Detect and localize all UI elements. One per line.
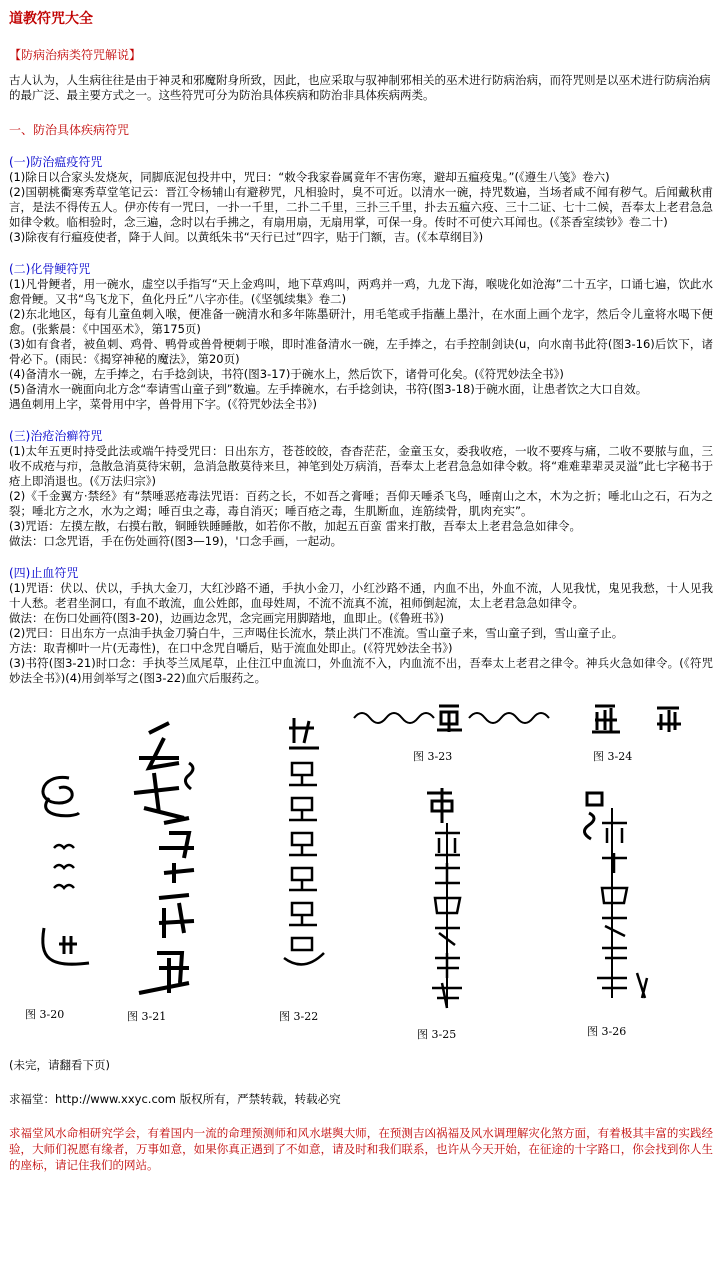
category-heading: 【防病治病类符咒解说】: [9, 48, 142, 62]
intro-paragraph: 古人认为，人生病往往是由于神灵和邪魔附身所致，因此，也应采取与驭神制邪相关的巫术进行防病治病，而符咒则是以巫术进行防病治病的最广泛、最主要方式之一。这些符咒可分为防治具体疾病和防治非具体疾病两类。: [9, 73, 711, 102]
talisman-figure-3-22: [274, 713, 334, 983]
subsection-bone: [9, 261, 713, 412]
talisman-figure-3-23: [349, 698, 559, 738]
talisman-figure-3-21: [119, 713, 219, 1003]
paragraph: 做法：口念咒语，手在伤处画符(图3—19)，'口念手画，一起动。: [9, 534, 343, 548]
figure-label: 图 3-26: [587, 1025, 627, 1038]
subsection-heading: (四)止血符咒: [9, 566, 79, 580]
paragraph: (1)除日以合家头发烧灰，同脚底泥包投井中，咒曰：“敕令我家眷属竟年不害伤寒，避却五瘟疫鬼。”(《遵生八笺》卷六): [9, 170, 610, 184]
paragraph: (3)书符(图3-21)时口念：手执苓兰凤尾草，止住江中血流口，外血流不入，内血流不出，吾奉太上老君之律令。神兵火急如律令。(《符咒妙法全书》)(4)用剑举写之(图3-22)血穴后服药之。: [9, 656, 713, 685]
figure-label: 图 3-23: [413, 750, 453, 763]
paragraph: (2)东北地区，每有儿童鱼刺入喉，便准备一碗清水和多年陈墨研汁，用毛笔或手指蘸上墨汁，在水面上画个龙字，然后令儿童将水喝下便愈。(张紫晨：《中国巫术》，第175页): [9, 307, 713, 336]
site-prefix: 求福堂：: [9, 1092, 55, 1106]
figure-label: 图 3-25: [417, 1028, 457, 1041]
site-url-link[interactable]: http://www.xxyc.com: [55, 1092, 177, 1106]
section-heading: 一、防治具体疾病符咒: [9, 123, 130, 137]
paragraph: 做法：在伤口处画符(图3-20)，边画边念咒，念完画完用脚踏地，血即止。(《鲁班书》): [9, 611, 445, 625]
paragraph: 方法：取青柳叶一片(无毒性)，在口中念咒自嚼后，贴于流血处即止。(《符咒妙法全书》): [9, 641, 453, 655]
site-footer: [9, 1091, 713, 1107]
talisman-figure-3-20: [29, 758, 99, 988]
subsection-sores: [9, 428, 713, 549]
paragraph: (2)咒曰：日出东方一点油手执金刀骑白牛，三声喝住长流水，禁止洪门不准流。雪山童子来，雪山童子到，雪山童子止。: [9, 626, 624, 640]
talisman-figure-3-25: [417, 783, 477, 1018]
paragraph: (3)咒语：左摸左散，右摸右散，铜睡铁睡睡散，如若你不散，加起五百蛮 雷来打散，吾奉太上老君急急如律令。: [9, 519, 581, 533]
figure-label: 图 3-22: [279, 1010, 319, 1023]
talisman-figures: [9, 698, 713, 1053]
copyright-notice: 版权所有，严禁转载，转载必究: [176, 1092, 341, 1106]
paragraph: 遇鱼刺用上字，菜骨用中字，兽骨用下字。(《符咒妙法全书》): [9, 397, 317, 411]
paragraph: (3)除夜有行瘟疫使者，降于人间。以黄纸朱书“天行已过”四字，贴于门额，吉。(《本草纲目》): [9, 230, 484, 244]
subsection-plague: [9, 154, 713, 245]
paragraph: (2)《千金翼方·禁经》有“禁唾恶疮毒法咒语：百药之长，不如吾之膏唾；吾仰天唾杀飞鸟，唾南山之木，木为之折；唾北山之石，石为之裂；唾北方之水，水为之竭；唾百虫之毒，毒自消灭；唾百疮之毒，生肌断血，连筋续骨，肌肉充实”。: [9, 489, 713, 518]
paragraph: (1)凡骨鲠者，用一碗水，虚空以手指写“天上金鸡叫，地下草鸡叫，两鸡并一鸡，九龙下海，喉咙化如沧海”二十五字，口诵七遍，饮此水愈骨鲠。又书“鸟飞龙下，鱼化丹丘”八字亦佳。(《坚瓠续集》卷二): [9, 277, 713, 306]
page: [9, 0, 713, 1173]
paragraph: (1)太年五更时持受此法或端午持受咒曰：日出东方，苍苍皎皎，杳杳茫茫，金童玉女，委我收疮，一收不要疼与痛，二收不要脓与血，三收不成疮与疖，急散急消莫待宋朝，急消急散莫待来旦，神笔到处万病消，吾奉太上老君急急如律令敕。将“难难辈辈灵灵溢”此七字秘书于疮上即消退也。(《万法归宗》): [9, 444, 713, 488]
talisman-figure-3-26: [577, 778, 677, 1013]
subsection-heading: (二)化骨鲠符咒: [9, 262, 91, 276]
subsection-heading: (一)防治瘟疫符咒: [9, 155, 103, 169]
page-title: 道教符咒大全: [9, 11, 93, 27]
subsection-heading: (三)治疮治癣符咒: [9, 429, 103, 443]
figure-label: 图 3-21: [127, 1010, 167, 1023]
paragraph: (5)备清水一碗面向北方念“奉请雪山童子到”数遍。左手捧碗水，右手捻剑诀，书符(图3-18)于碗水面，让患者饮之大口自效。: [9, 382, 648, 396]
promo-paragraph: 求福堂风水命相研究学会，有着国内一流的命理预测师和风水堪舆大师，在预测吉凶祸福及风水调理解灾化煞方面，有着极其丰富的实践经验，大师们祝愿有缘者，万事如意，如果你真正遇到了不如意，请及时和我们联系，也许从今天开始，在征途的十字路口，你会找到你人生的座标，请记住我们的网站。: [9, 1126, 713, 1172]
paragraph: (2)国朝桃衢寒秀草堂笔记云：晋江令杨辅山有避秽咒，凡相验时，臭不可近。以清水一碗，持咒数遍，当场者咸不闻有秽气。后闻戴秋甫言，是法不得传五人。伊亦传有一咒曰，一扑一千里，二扑二千里，三扑三千里，扑去五瘟六疫、三十二证、七十二候，吾奉太上老君急急如律令敕。临相验时，念三遍，念时以右手拂之，有扇用扇，无扇用掌，可保一身。传时不可使六耳闻也。(《茶香室续钞》卷二十): [9, 185, 713, 229]
talisman-figure-3-24: [587, 698, 697, 738]
paragraph: (1)咒语：伏以、伏以，手执大金刀，大红沙路不通，手执小金刀，小红沙路不通，内血不出，外血不流，人见我忧，鬼见我愁，十人见我十人愁。老君坐洞口，有血不敢流，血公姓郎，血母姓周，不流不流真不流，祖师倒起流，太上老君急急如律令。: [9, 581, 713, 610]
paragraph: (4)备清水一碗，左手捧之，右手捻剑诀，书符(图3-17)于碗水上，然后饮下，诸骨可化矣。(《符咒妙法全书》): [9, 367, 564, 381]
subsection-bleeding: [9, 565, 713, 686]
figure-label: 图 3-24: [593, 750, 633, 763]
figure-label: 图 3-20: [25, 1008, 65, 1021]
paragraph: (3)如有食者，被鱼刺、鸡骨、鸭骨或兽骨梗刺于喉，即时准备清水一碗，左手捧之，右手控制剑诀(u，向水南书此符(图3-16)后饮下，诸骨必下。(雨民：《揭穿神秘的魔法》，第20页): [9, 337, 713, 366]
continued-note: (未完，请翻看下页): [9, 1058, 110, 1072]
